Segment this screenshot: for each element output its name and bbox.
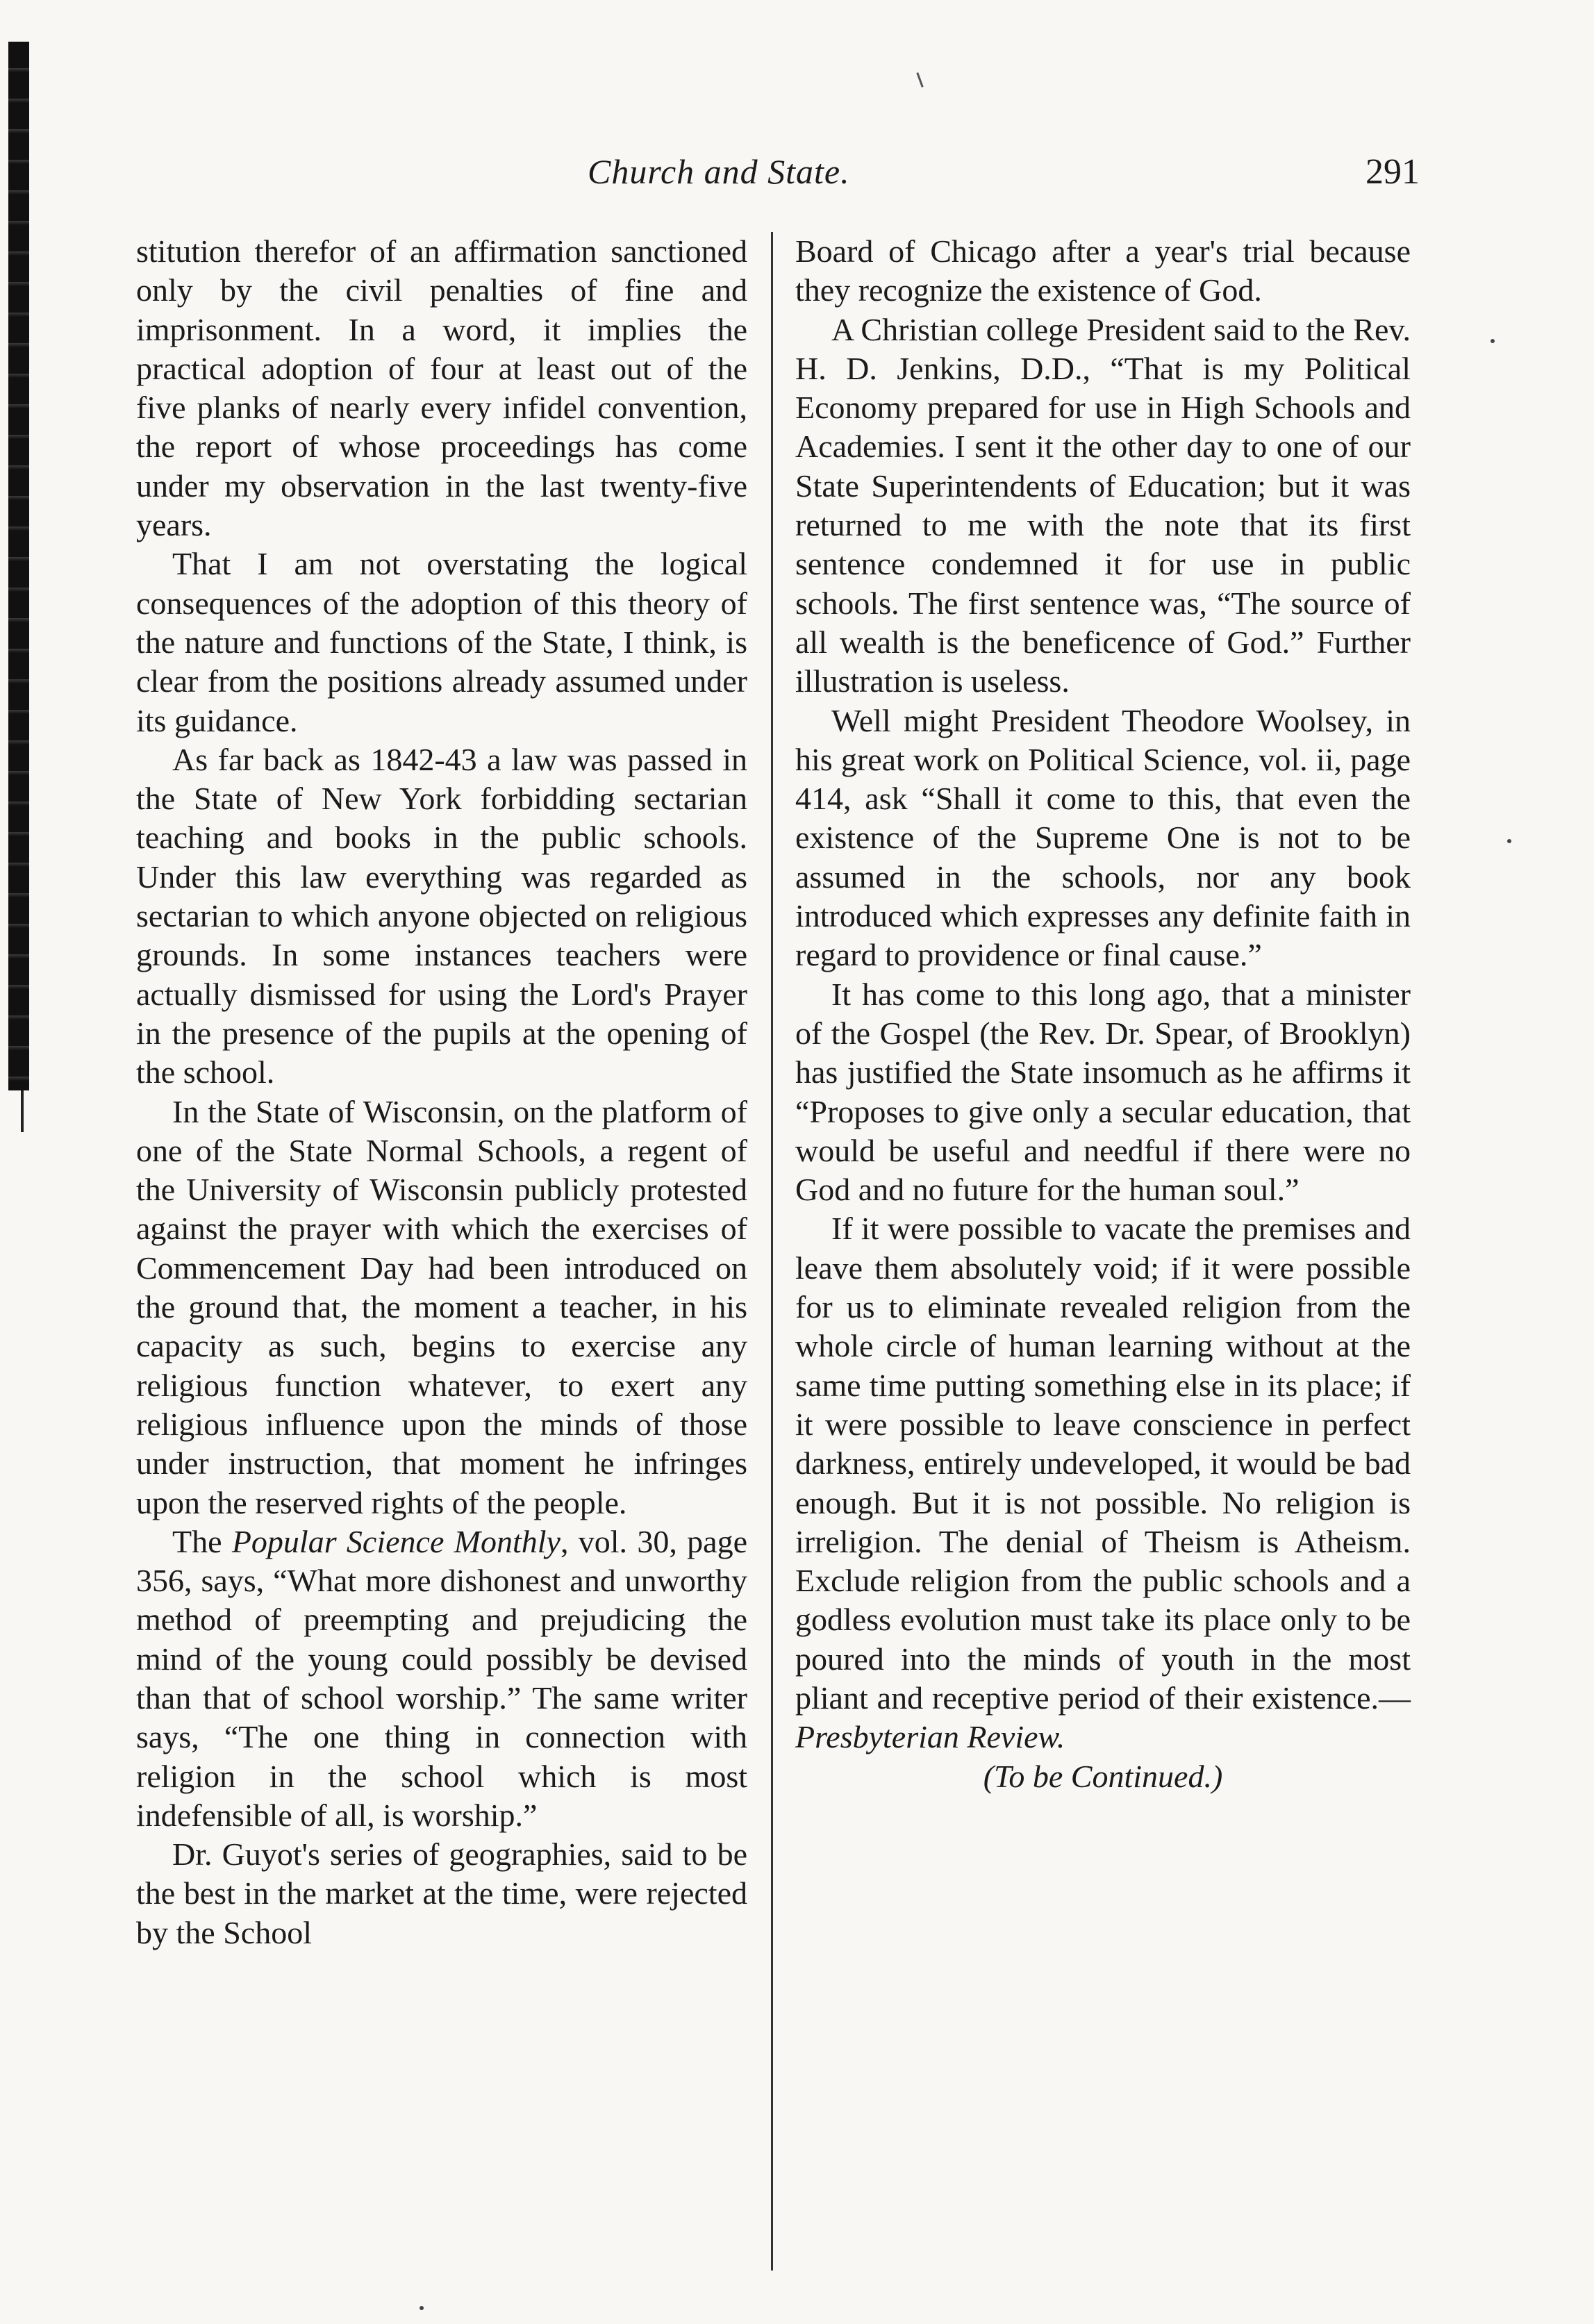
column-divider xyxy=(771,232,773,2271)
paragraph: Well might President Theodore Woolsey, in his great work on Political Science, vol. ii, page 414, ask “Shall it come to this, that even the existence of the Supreme One is not to be assumed in the schools, nor any book introduced which expresses any definite faith in regard to providence or final cause.” xyxy=(795,702,1411,973)
paragraph xyxy=(136,1522,747,1835)
scan-mark xyxy=(916,72,923,88)
scan-binding-edge xyxy=(8,42,29,1090)
paragraph: stitution therefor of an affirmation sanctioned only by the civil penalties of fine and imprisonment. In a word, it implies the practical adoption of four at least out of the five planks of nearly every infidel convention, the report of whose proceedings has come under my observation in the last twenty-five years. xyxy=(136,233,747,543)
paragraph: As far back as 1842-43 a law was passed in the State of New York forbidding sectarian teaching and books in the public schools. Under this law everything was regarded as sectarian to which anyone objected on religious grounds. In some instances teachers were actually dismissed for using the Lord's Prayer in the presence of the pupils at the opening of the school. xyxy=(136,741,747,1090)
paragraph-text: The xyxy=(172,1523,232,1559)
paragraph xyxy=(795,1209,1411,1757)
periodical-title: Popular Science Monthly xyxy=(231,1523,561,1559)
paragraph: A Christian college President said to the Rev. H. D. Jenkins, D.D., “That is my Political Economy prepared for use in High Schools and Academies. I sent it the other day to one of our State Superintendents of Education; but it was returned to me with the note that its first sentence condemned it for use in public schools. The first sentence was, “The source of all wealth is the beneficence of God.” Further illustration is useless. xyxy=(795,311,1411,699)
paragraph-text: , vol. 30, page 356, says, “What more dishonest and unworthy method of preempting and prejudicing the mind of the young could possibly be devised than that of school worship.” The same writer says, “The one thing in connection with religion in the school which is most indefensible of all, is worship.” xyxy=(136,1523,747,1833)
paragraph-text: If it were possible to vacate the premises and leave them absolutely void; if it were possible for us to eliminate revealed religion from the whole circle of human learning without at the same time putting something else in its place; if it were possible to leave conscience in perfect darkness, entirely undeveloped, it would be bad enough. But it is not possible. No religion is irreligion. The denial of Theism is Atheism. Exclude religion from the public schools and a godless evolution must take its place only to be poured into the minds of youth in the most pliant and receptive period of their existence.— xyxy=(795,1211,1411,1716)
paragraph: In the State of Wisconsin, on the platform of one of the State Normal Schools, a regent of the University of Wisconsin publicly protested against the prayer with which the exercises of Commencement Day had been introduced on the ground that, the moment a teacher, in his capacity as such, begins to exercise any religious function whatever, to exert any religious influence upon the minds of those under instruction, that moment he infringes upon the reserved rights of the people. xyxy=(136,1093,747,1520)
running-title: Church and State. xyxy=(588,152,850,191)
page-number: 291 xyxy=(1365,152,1420,192)
right-column xyxy=(795,232,1411,1796)
left-column xyxy=(136,232,747,1952)
paragraph: Dr. Guyot's series of geographies, said to be the best in the market at the time, were rejected by the School xyxy=(136,1836,747,1950)
scan-binding-edge-tail xyxy=(21,1090,24,1132)
scan-speck xyxy=(1507,839,1511,843)
continued-note: (To be Continued.) xyxy=(983,1758,1223,1794)
scan-speck xyxy=(420,2306,424,2310)
source-citation: Presbyterian Review. xyxy=(795,1719,1065,1755)
paragraph: It has come to this long ago, that a minister of the Gospel (the Rev. Dr. Spear, of Brooklyn) has justified the State insomuch as he affirms it “Proposes to give only a secular education, that would be useful and needful if there were no God and no future for the human soul.” xyxy=(795,976,1411,1208)
scan-speck xyxy=(1491,339,1495,343)
paragraph: Board of Chicago after a year's trial because they recognize the existence of God. xyxy=(795,233,1411,308)
paragraph: That I am not overstating the logical consequences of the adoption of this theory of the nature and functions of the State, I think, is clear from the positions already assumed under its guidance. xyxy=(136,546,747,738)
